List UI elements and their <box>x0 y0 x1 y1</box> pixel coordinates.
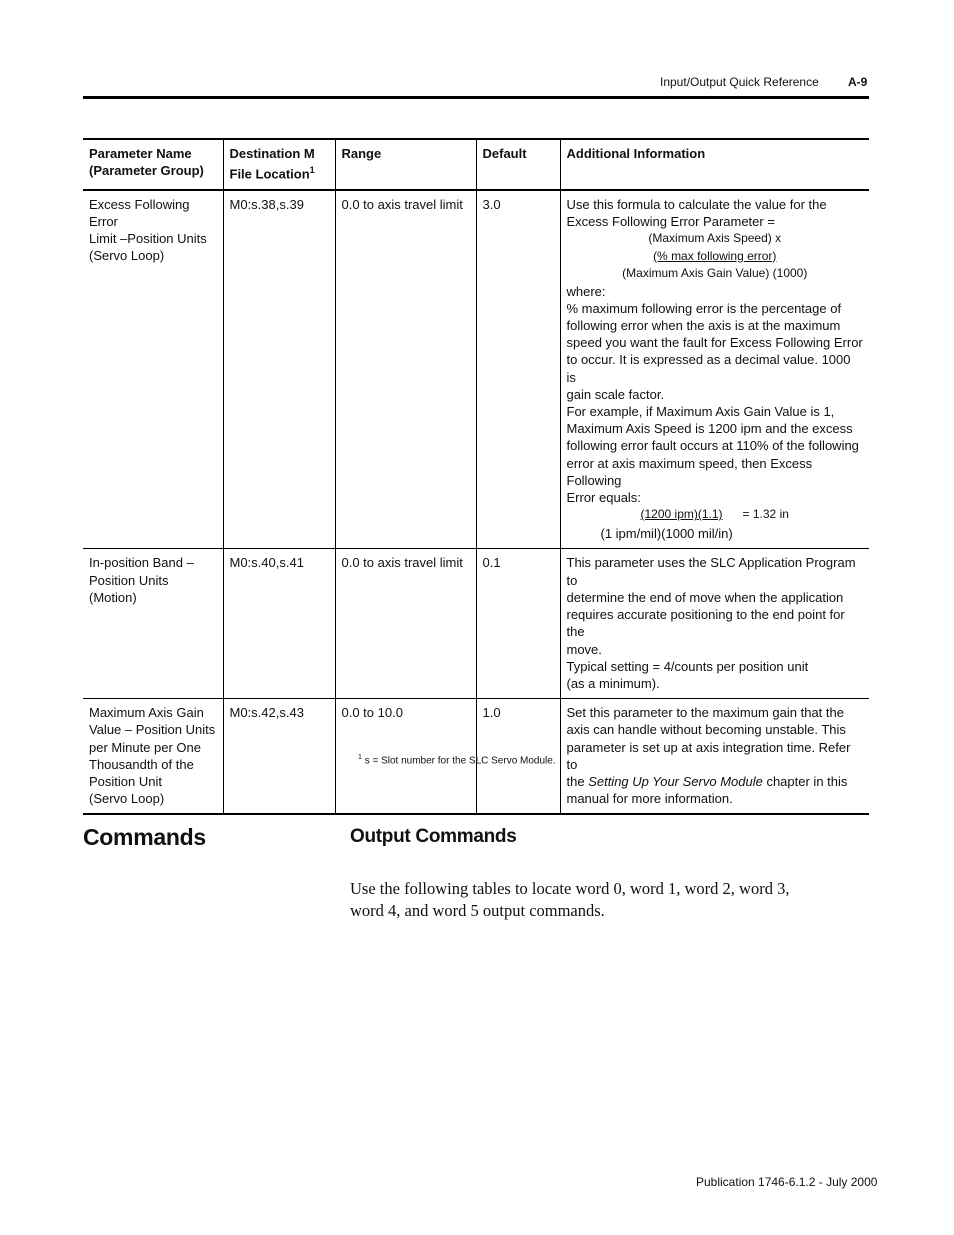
col-header-destination: Destination M File Location$^1$ <box>223 139 335 190</box>
example-result: = 1.32 in <box>742 507 789 522</box>
formula-numerator-1: (Maximum Axis Speed) x <box>648 231 782 246</box>
chapter-reference: Setting Up Your Servo Module <box>588 773 763 789</box>
cell-parameter-name: In-position Band – Position Units (Motion) <box>89 555 194 605</box>
cell-default: 0.1 <box>476 549 560 699</box>
cell-range: 0.0 to axis travel limit <box>335 549 476 699</box>
subsection-title: Output Commands <box>350 826 517 847</box>
cell-default: 1.0 <box>476 699 560 815</box>
cell-destination: M0:s.40,s.41 <box>223 549 335 699</box>
parameter-table <box>83 138 869 815</box>
formula-denominator: (Maximum Axis Gain Value) (1000) <box>622 266 808 281</box>
cell-destination: M0:s.42,s.43 <box>223 699 335 815</box>
col-header-default: Default <box>476 139 560 190</box>
formula-numerator-2: (% max following error) <box>653 248 777 263</box>
cell-default: 3.0 <box>476 190 560 549</box>
example-denominator: (1 ipm/mil)(1000 mil/in) <box>600 526 733 542</box>
footnote-mark: 1 <box>309 165 315 176</box>
section-title: Commands <box>83 824 206 850</box>
col-header-range: Range <box>335 139 476 190</box>
body-paragraph: Use the following tables to locate word 0, word 1, word 2, word 3, word 4, and word 5 output commands. <box>350 879 790 920</box>
cell-additional-info: Use this formula to calculate the value for the Excess Following Error Parameter = (Maximum Axis Speed) x (% max following error) (Maximum Axis Gain Value) (1000) where: % maximum following error is the percentage of following error when the axis is at the maximum speed you want the fault for Excess Following Error to occur. It is expressed as a decimal value. 1000 is gain scale factor. For example, if Maximum Axis Gain Value is 1, Maximum Axis Speed is 1200 ipm and the excess following error fault occurs at 110% of the following error at axis maximum speed, then Excess Following Error equals: (1200 ipm)(1.1) = 1.32 in (1 ipm/mil)(1000 mil/in) <box>560 190 869 549</box>
table-footnote: $^1$ s = Slot number for the SLC Servo Module. <box>358 754 556 767</box>
cell-range: 0.0 to 10.0 <box>335 699 476 815</box>
cell-range: 0.0 to axis travel limit <box>335 190 476 549</box>
cell-additional-info: This parameter uses the SLC Application Program to determine the end of move when the application requires accurate positioning to the end point for the move. Typical setting = 4/counts per position unit (as a minimum). <box>560 549 869 699</box>
cell-additional-info: Set this parameter to the maximum gain that the axis can handle without becoming unstable. This parameter is set up at axis integration time. Refer to the Setting Up Your Servo Module chapter in this manual for more information. <box>560 699 869 815</box>
page-number: A-9 <box>848 75 868 89</box>
publication-footer: Publication 1746-6.1.2 - July 2000 <box>696 1175 878 1189</box>
col-header-parameter-name: Parameter Name (Parameter Group) <box>89 146 204 179</box>
table-header-row <box>83 139 869 190</box>
cell-destination: M0:s.38,s.39 <box>223 190 335 549</box>
example-numerator: (1200 ipm)(1.1) <box>640 507 723 522</box>
header-rule <box>83 96 869 99</box>
col-header-additional-info: Additional Information <box>560 139 869 190</box>
table-row <box>83 190 869 549</box>
running-header: Input/Output Quick Reference <box>660 75 819 89</box>
cell-parameter-name: Maximum Axis Gain Value – Position Units per Minute per One Thousandth of the Position Unit (Servo Loop) <box>89 705 216 807</box>
cell-parameter-name: Excess Following Error Limit –Position Units (Servo Loop) <box>89 196 207 264</box>
table-row <box>83 549 869 699</box>
